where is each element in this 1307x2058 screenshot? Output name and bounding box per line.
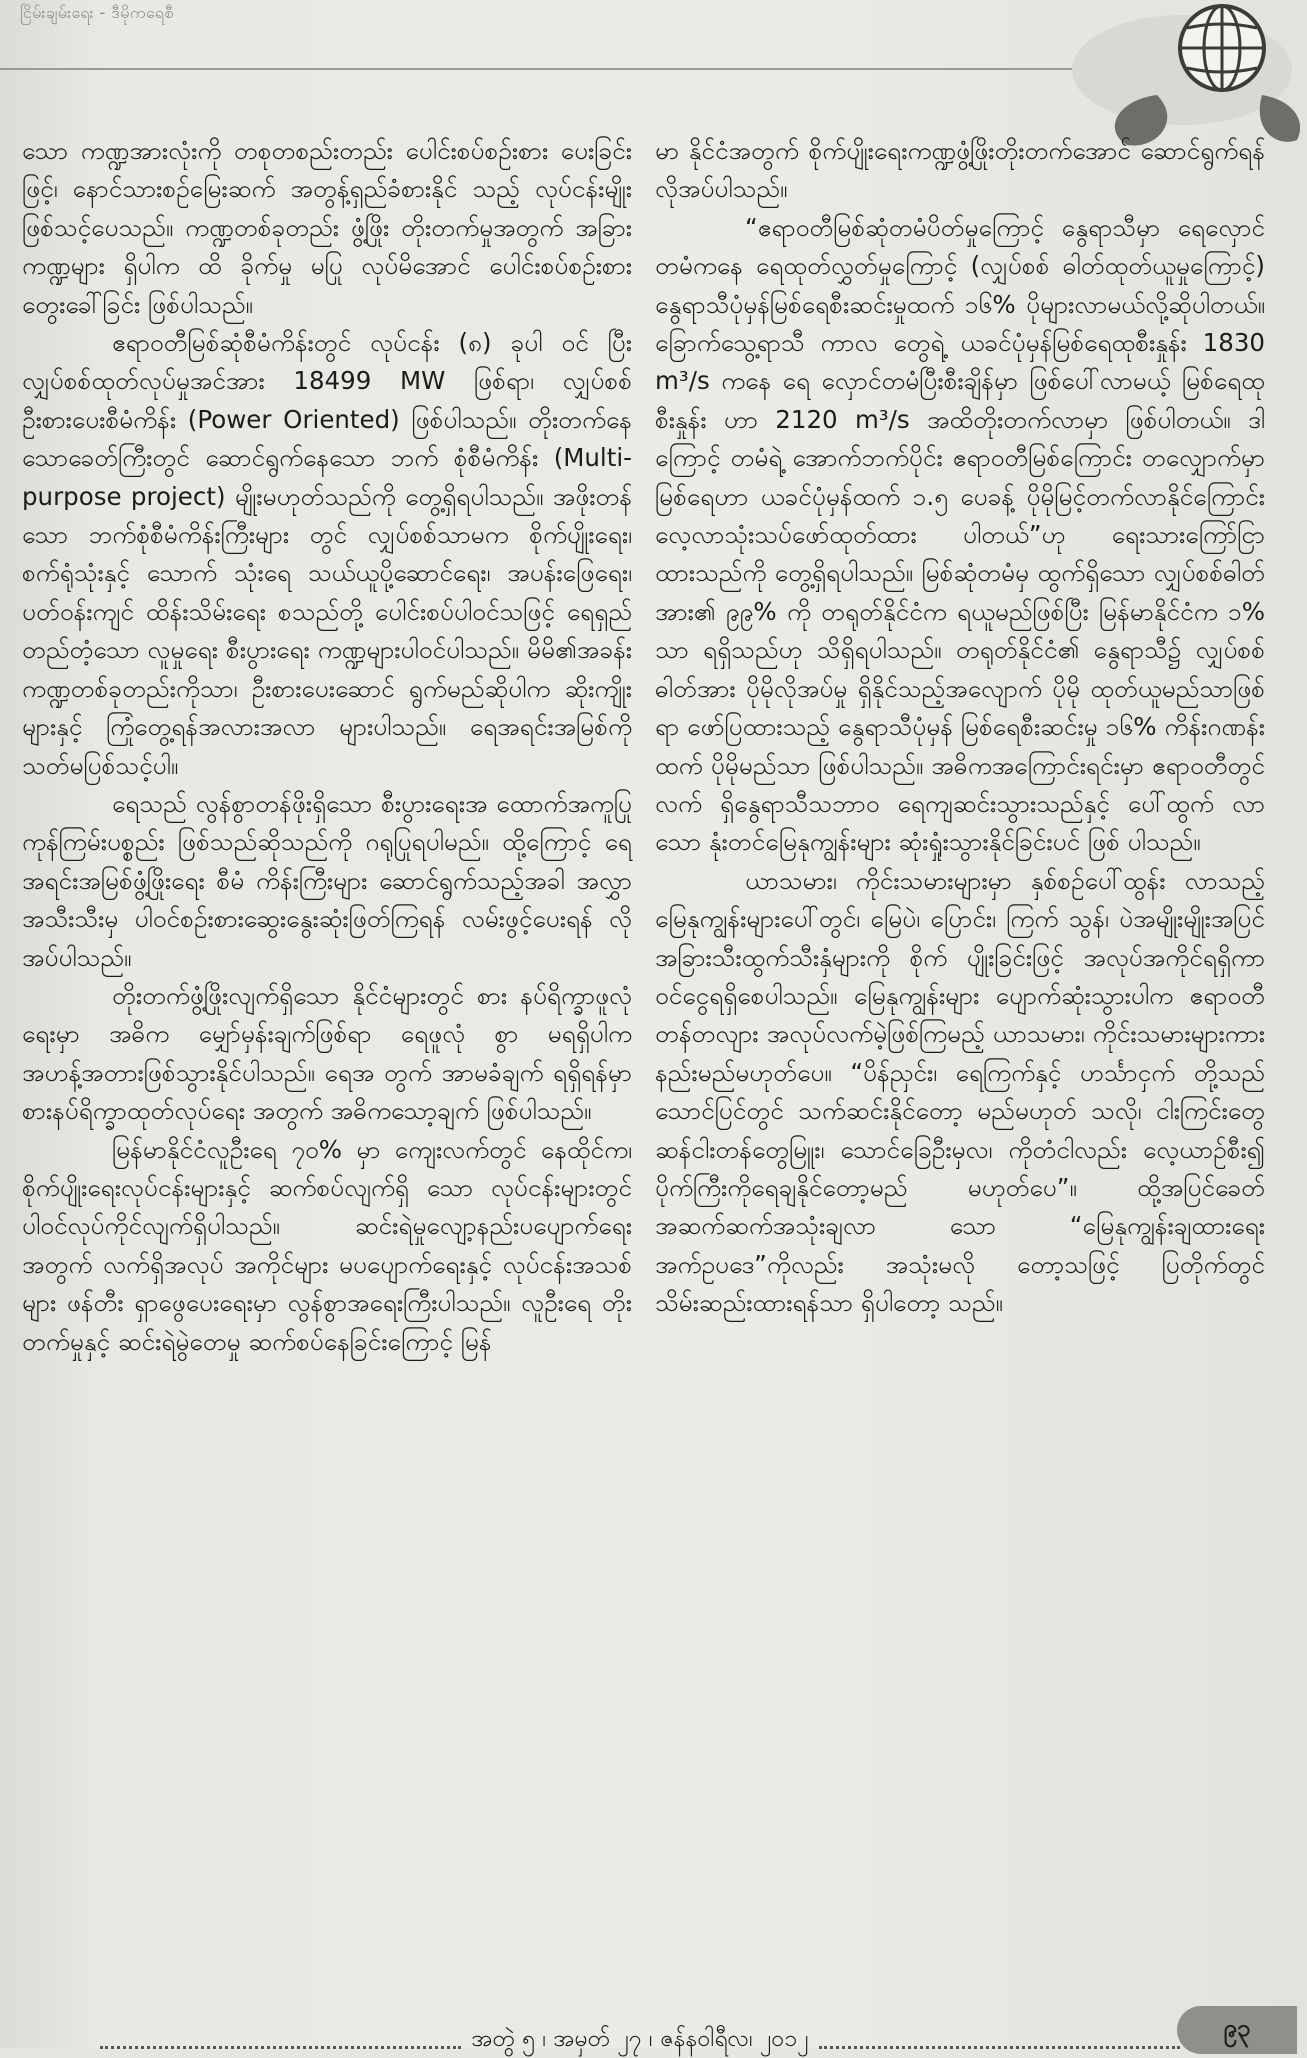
page-number: ၉၃ [1223, 2014, 1251, 2042]
paragraph: သော ကဏ္ဍအားလုံးကို တစုတစည်းတည်း ပေါင်းစပ်စဉ်းစား ပေးခြင်းဖြင့်၊ နောင်သားစဉ်မြေးဆက် အတွန့်ရှည်ခံစားနိုင် သည့် လုပ်ငန်းမျိုးဖြစ်သင့်ပေသည်။ ကဏ္ဍတစ်ခုတည်း ဖွံ့ဖြိုး တိုးတက်မှုအတွက် အခြားကဏ္ဍများ ရှိပါက ထိ ခိုက်မှု မပြု လုပ်မိအောင် ပေါင်းစပ်စဉ်းစားတွေးခေါ်ခြင်း ဖြစ်ပါသည်။ [22, 136, 632, 319]
running-header: ငြိမ်းချမ်းရေး - ဒီမိုကရေစီ [20, 3, 174, 22]
paragraph: “ဧရာဝတီမြစ်ဆုံတမံပိတ်မှုကြောင့် နွေရာသီမှာ ရေလှောင်တမံကနေ ရေထုတ်လွှတ်မှုကြောင့် (လျှပ်စစ် ဓါတ်ထုတ်ယူမှုကြောင့်) နွေရာသီပုံမှန်မြစ်ရေစီးဆင်းမှုထက် ၁၆% ပိုများလာမယ်လို့ဆိုပါတယ်။ ခြောက်သွေ့ရာသီ ကာလ တွေရဲ့ ယခင်ပုံမှန်မြစ်ရေထုစီးနှုန်း 1830 m³/s ကနေ ရေ လှောင်တမံပြီးစီးချိန်မှာ ဖြစ်ပေါ်လာမယ့် မြစ်ရေထုစီးနှုန်း ဟာ 2120 m³/s အထိတိုးတက်လာမှာ ဖြစ်ပါတယ်။ ဒါကြောင့် တမံရဲ့ အောက်ဘက်ပိုင်း ဧရာဝတီမြစ်ကြောင်း တလျှောက်မှာ မြစ်ရေဟာ ယခင်ပုံမှန်ထက် ၁.၅ ပေခန့် ပိုမိုမြင့်တက်လာနိုင်ကြောင်း လေ့လာသုံးသပ်ဖော်ထုတ်ထား ပါတယ်”ဟု ရေးသားကြော်ငြာထားသည်ကို တွေ့ရှိရပါသည်။ မြစ်ဆုံတမံမှ ထွက်ရှိသော လျှပ်စစ်ဓါတ်အား၏ ၉၉% ကို တရုတ်နိုင်ငံက ရယူမည်ဖြစ်ပြီး မြန်မာနိုင်ငံက ၁% သာ ရရှိသည်ဟု သိရှိရပါသည်။ တရုတ်နိုင်ငံ၏ နွေရာသီ၌ လျှပ်စစ်ဓါတ်အား ပိုမိုလိုအပ်မှု ရှိနိုင်သည့်အလျောက် ပိုမို ထုတ်ယူမည်သာဖြစ်ရာ ဖော်ပြထားသည့် နွေရာသီပုံမှန် မြစ်ရေစီးဆင်းမှု ၁၆% ကိန်းဂဏန်းထက် ပိုမိုမည်သာ ဖြစ်ပါသည်။ အဓိကအကြောင်းရင်းမှာ ဧရာဝတီတွင် လက် ရှိနွေရာသီသဘာဝ ရေကျဆင်းသွားသည်နှင့် ပေါ်ထွက် လာသော နုံးတင်မြေနုကျွန်းများ ဆုံးရှုံးသွားနိုင်ခြင်းပင် ဖြစ် ပါသည်။ [655, 212, 1265, 857]
right-column [655, 132, 1265, 1323]
footer-dotted-rule-left [100, 2046, 461, 2049]
page-number-badge [1177, 2006, 1297, 2054]
paragraph: မြန်မာနိုင်ငံလူဦးရေ ၇၀% မှာ ကျေးလက်တွင် နေထိုင်က၊ စိုက်ပျိုးရေးလုပ်ငန်းများနှင့် ဆက်စပ်လျက်ရှိ သော လုပ်ငန်းများတွင် ပါဝင်လုပ်ကိုင်လျက်ရှိပါသည်။ ဆင်းရဲမှုလျော့နည်းပပျောက်ရေးအတွက် လက်ရှိအလုပ် အကိုင်များ မပပျောက်ရေးနှင့် လုပ်ငန်းအသစ်များ ဖန်တီး ရှာဖွေပေးရေးမှာ လွန်စွာအရေးကြီးပါသည်။ လူဦးရေ တိုး တက်မှုနှင့် ဆင်းရဲမွဲတေမှု ဆက်စပ်နေခြင်းကြောင့် မြန် [22, 1134, 632, 1356]
footer [100, 2024, 1180, 2058]
paragraph: ဧရာဝတီမြစ်ဆုံစီမံကိန်းတွင် လုပ်ငန်း (၈) ခုပါ ဝင် ပြီး လျှပ်စစ်ထုတ်လုပ်မှုအင်အား 18499 MW ဖြစ်ရာ၊ လျှပ်စစ် ဦးစားပေးစီမံကိန်း (Power Oriented) ဖြစ်ပါသည်။ တိုးတက်နေသောခေတ်ကြီးတွင် ဆောင်ရွက်နေသော ဘက် စုံစီမံကိန်း (Multi-purpose project) မျိုးမဟုတ်သည်ကို တွေ့ရှိရပါသည်။ အဖိုးတန်သော ဘက်စုံစီမံကိန်းကြီးများ တွင် လျှပ်စစ်သာမက စိုက်ပျိုးရေး၊ စက်ရုံသုံးနှင့် သောက် သုံးရေ သယ်ယူပို့ဆောင်ရေး၊ အပန်းဖြေရေး၊ ပတ်ဝန်းကျင် ထိန်းသိမ်းရေး စသည်တို့ ပေါင်းစပ်ပါဝင်သဖြင့် ရေရှည် တည်တံ့သော လူမှုရေး စီးပွားရေး ကဏ္ဍများပါဝင်ပါသည်။ မိမိ၏အခန်းကဏ္ဍတစ်ခုတည်းကိုသာ၊ ဦးစားပေးဆောင် ရွက်မည်ဆိုပါက ဆိုးကျိုးများနှင့် ကြုံတွေ့ရန်အလားအလာ များပါသည်။ ရေအရင်းအမြစ်ကို သတ်မပြစ်သင့်ပါ။ [22, 328, 632, 780]
left-column [22, 132, 632, 1361]
issue-line: အတွဲ ၅ ၊ အမှတ် ၂၇ ၊ ဇန်နဝါရီလ၊ ၂၀၁၂ [471, 2026, 809, 2052]
globe-emblem-icon [1007, 0, 1307, 150]
paragraph: တိုးတက်ဖွံ့ဖြိုးလျက်ရှိသော နိုင်ငံများတွင် စား နပ်ရိက္ခာဖူလုံရေးမှာ အဓိက မျှော်မှန်းချက်ဖြစ်ရာ ရေဖူလုံ စွာ မရရှိပါက အဟန့်အတားဖြစ်သွားနိုင်ပါသည်။ ရေအ တွက် အာမခံချက် ရရှိရန်မှာ စားနပ်ရိက္ခာထုတ်လုပ်ရေး အတွက် အဓိကသော့ချက် ဖြစ်ပါသည်။ [22, 980, 632, 1126]
paragraph: ရေသည် လွန်စွာတန်ဖိုးရှိသော စီးပွားရေးအ ထောက်အကူပြု ကုန်ကြမ်းပစ္စည်း ဖြစ်သည်ဆိုသည်ကို ဂရုပြုရပါမည်။ ထို့ကြောင့် ရေအရင်းအမြစ်ဖွံ့ဖြိုးရေး စီမံ ကိန်းကြီးများ ဆောင်ရွက်သည့်အခါ အလွှာအသီးသီးမှ ပါဝင်စဉ်းစားဆွေးနွေးဆုံးဖြတ်ကြရန် လမ်းဖွင့်ပေးရန် လို အပ်ပါသည်။ [22, 788, 632, 972]
footer-dotted-rule-right [819, 2046, 1180, 2049]
paragraph: မာ နိုင်ငံအတွက် စိုက်ပျိုးရေးကဏ္ဍဖွံ့ဖြိုးတိုးတက်အောင် ဆောင်ရွက်ရန် လိုအပ်ပါသည်။ [655, 136, 1265, 204]
paragraph: ယာသမား၊ ကိုင်းသမားများမှာ နှစ်စဉ်ပေါ်ထွန်း လာသည့် မြေနုကျွန်းများပေါ်တွင်၊ မြေပဲ၊ ပြောင်း၊ ကြက် သွန်၊ ပဲအမျိုးမျိုးအပြင် အခြားသီးထွက်သီးနှံများကို စိုက် ပျိုးခြင်းဖြင့် အလုပ်အကိုင်ရရှိကာ ဝင်ငွေရရှိစေပါသည်။ မြေနုကျွန်းများ ပျောက်ဆုံးသွားပါက ဧရာဝတီတန်တလျား အလုပ်လက်မဲ့ဖြစ်ကြမည့် ယာသမား၊ ကိုင်းသမားများကား နည်းမည်မဟုတ်ပေ။ “ပိန်ညှင်း၊ ရေကြက်နှင့် ဟင်္သာငှက် တို့သည် သောင်ပြင်တွင် သက်ဆင်းနိုင်တော့ မည်မဟုတ် သလို၊ ငါးကြင်းတွေဆန်ငါးတန်တွေမြူး၊ သောင်ခြေဦးမှလ၊ ကိုတံငါလည်း လေ့ယာဉ်စီး၍ ပိုက်ကြီးကိုရေချနိုင်တော့မည် မဟုတ်ပေ”။ ထို့အပြင်ခေတ် အဆက်ဆက်အသုံးချလာ သော “မြေနုကျွန်းချထားရေးအက်ဥပဒေ”ကိုလည်း အသုံးမလို တော့သဖြင့် ပြတိုက်တွင် သိမ်းဆည်းထားရန်သာ ရှိပါတော့ သည်။ [655, 865, 1265, 1318]
